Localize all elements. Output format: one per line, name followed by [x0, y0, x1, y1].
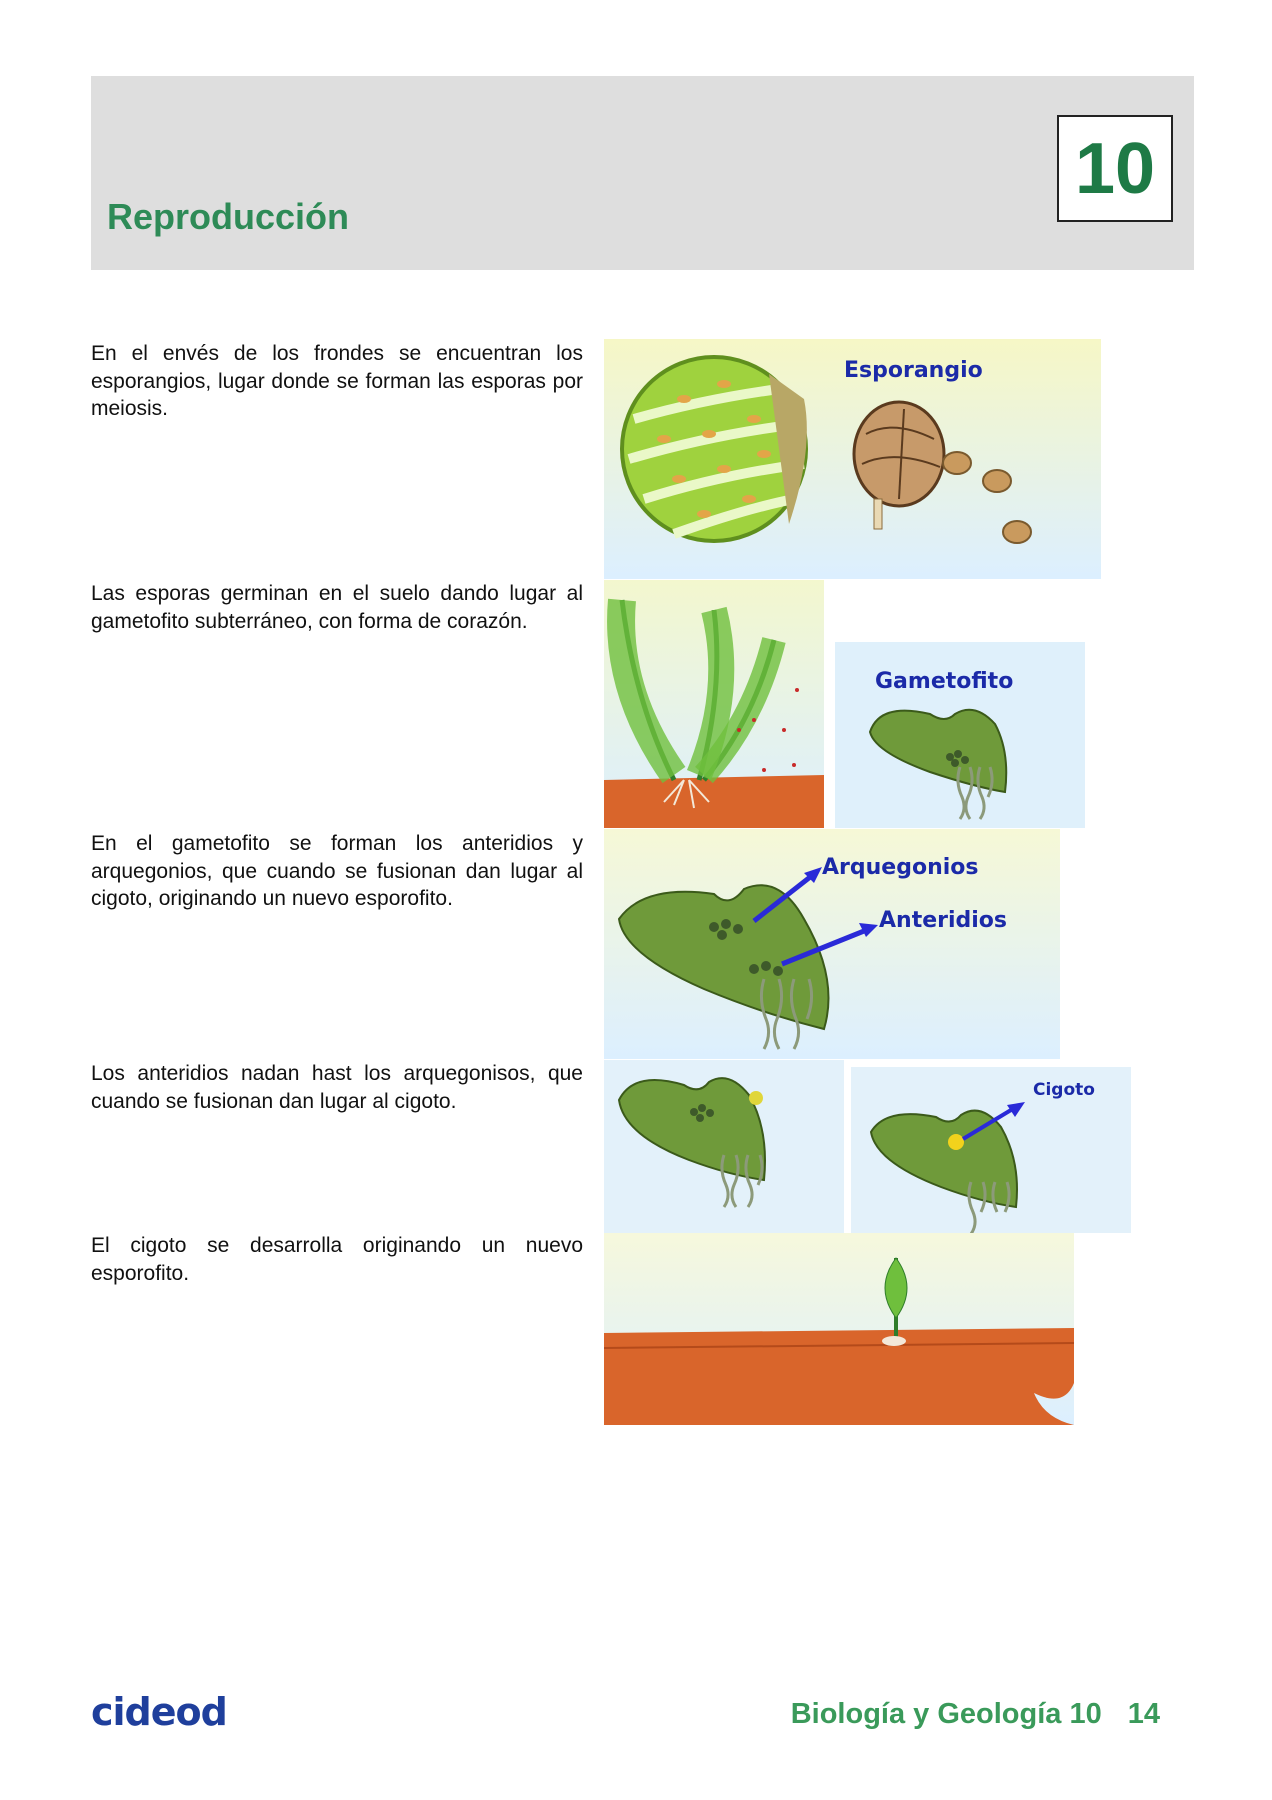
label-cigoto: Cigoto: [1033, 1080, 1095, 1100]
archegonia-antheridia-illustration: [604, 829, 1060, 1059]
label-gametofito: Gametofito: [875, 669, 1014, 694]
paragraph-zygote: El cigoto se desarrolla originando un nuevo esporofito.: [91, 1234, 583, 1285]
paragraph-gametophyte: En el gametofito se forman los anteridios y arquegonios, que cuando se fusionan dan lugar al cigoto, originando un nuevo esporofito.: [91, 832, 583, 910]
paragraph-spores: Las esporas germinan en el suelo dando lugar al gametofito subterráneo, con forma de corazón.: [91, 582, 583, 633]
unit-number-box: 10: [1057, 115, 1173, 222]
cidead-logo: cideod: [91, 1690, 227, 1734]
header-band: [91, 76, 1194, 270]
label-esporangio: Esporangio: [844, 358, 983, 383]
sporangium-illustration: [604, 339, 1101, 579]
gametophyte-illustration: [835, 642, 1085, 828]
new-sporophyte-illustration: [604, 1233, 1074, 1425]
page-title: Reproducción: [107, 196, 350, 237]
fusion-gametophyte-illustration: [604, 1060, 844, 1233]
label-anteridios: Anteridios: [879, 908, 1008, 933]
paragraph-sporangia: En el envés de los frondes se encuentran los esporangios, lugar donde se forman las esporas por meiosis.: [91, 342, 583, 420]
footer-subject: Biología y Geología 10: [790, 1698, 1102, 1730]
page-number: 14: [1127, 1698, 1160, 1730]
footer: [791, 1698, 1160, 1731]
fern-illustration: [604, 580, 824, 828]
zygote-illustration: [851, 1067, 1131, 1233]
label-arquegonios: Arquegonios: [822, 855, 979, 880]
paragraph-antheridia: Los anteridios nadan hast los arquegonisos, que cuando se fusionan dan lugar al cigoto.: [91, 1062, 583, 1113]
